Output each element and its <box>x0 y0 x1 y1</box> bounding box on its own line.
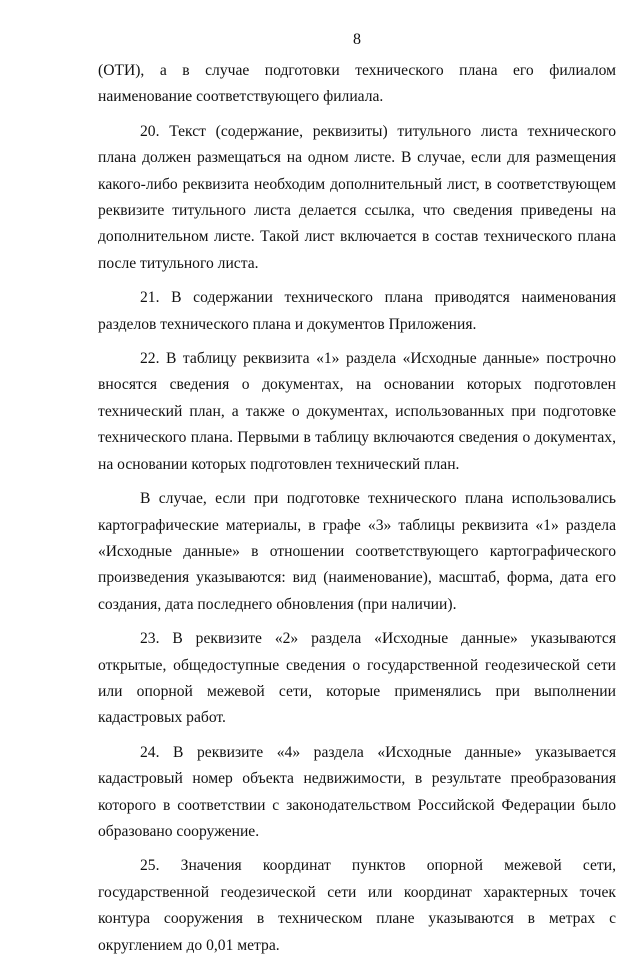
paragraph-item-24: 24. В реквизите «4» раздела «Исходные данные» указывается кадастровый номер объекта недвижимости, в результате преобразования которого в соответствии с законодательством Российской Федерации было образовано сооружение. <box>98 743 616 840</box>
page-number: 8 <box>353 31 361 48</box>
paragraph-item-23: 23. В реквизите «2» раздела «Исходные данные» указываются открытые, общедоступные сведения о государственной геодезической сети или опорной межевой сети, которые применялись при выполнении кадастровых работ. <box>98 630 616 727</box>
paragraph-item-20: 20. Текст (содержание, реквизиты) титульного листа технического плана должен размещаться на одном листе. В случае, если для размещения какого-либо реквизита необходим дополнительный лист, в соответствующем реквизите титульного листа делается ссылка, что сведения приведены на дополнительном листе. Такой лист включается в состав технического плана после титульного листа. <box>98 122 616 272</box>
paragraph-continuation: (ОТИ), а в случае подготовки технического плана его филиалом наименование соответствующего филиала. <box>98 62 616 106</box>
paragraph-item-25: 25. Значения координат пунктов опорной межевой сети, государственной геодезической сети или координат характерных точек контура сооружения в техническом плане указываются в метрах с округлением до 0,01 метра. <box>98 857 616 954</box>
paragraph-item-22: 22. В таблицу реквизита «1» раздела «Исходные данные» построчно вносятся сведения о документах, на основании которых подготовлен технический план, а также о документах, использованных при подготовке технического плана. Первыми в таблицу включаются сведения о документах, на основании которых подготовлен технический план. <box>98 350 616 473</box>
paragraph-item-22-cartographic: В случае, если при подготовке технического плана использовались картографические материалы, в графе «3» таблицы реквизита «1» раздела «Исходные данные» в отношении соответствующего картографического произведения указываются: вид (наименование), масштаб, форма, дата его создания, дата последнего обновления (при наличии). <box>98 490 616 613</box>
paragraph-item-21: 21. В содержании технического плана приводятся наименования разделов технического плана и документов Приложения. <box>98 289 616 333</box>
